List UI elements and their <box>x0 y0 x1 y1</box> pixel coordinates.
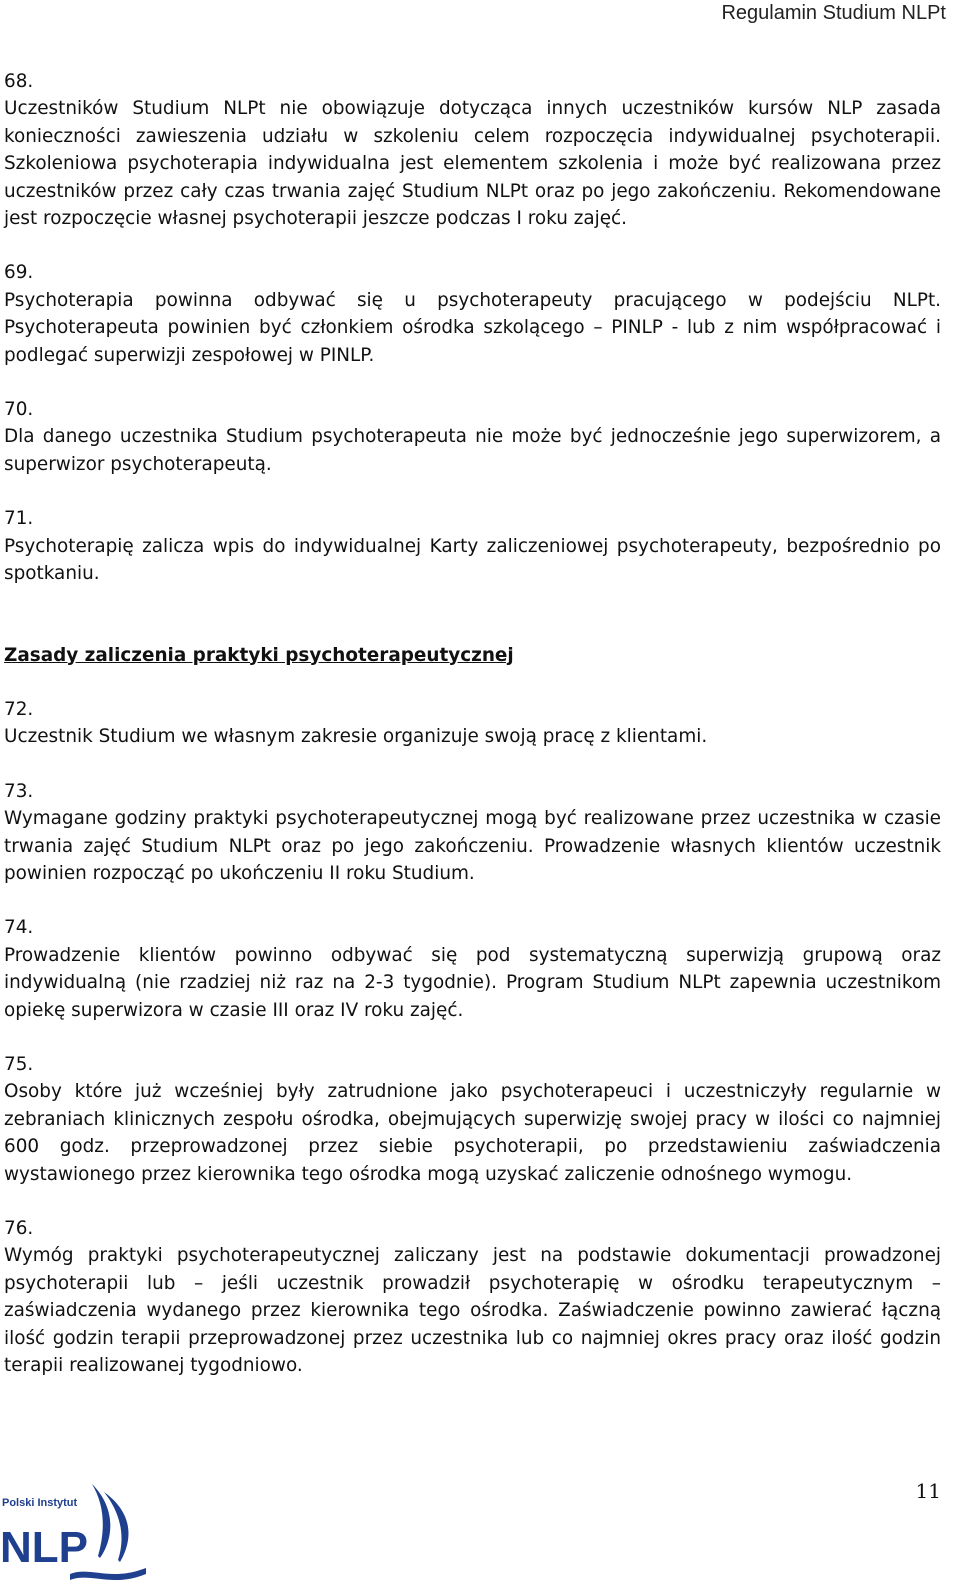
spacer <box>4 887 941 914</box>
regulation-paragraph <box>4 259 941 369</box>
regulation-paragraph <box>4 1215 941 1379</box>
section-group-a <box>4 68 941 588</box>
section-group-b <box>4 696 941 1380</box>
regulation-paragraph <box>4 396 941 478</box>
page-number: 11 <box>915 1479 941 1503</box>
running-header-title: Regulamin Studium NLPt <box>721 2 946 24</box>
document-body <box>4 68 941 1379</box>
spacer <box>4 669 941 696</box>
paragraph-number: 68. <box>4 71 34 92</box>
spacer <box>4 232 941 259</box>
paragraph-number: 69. <box>4 262 34 284</box>
regulation-paragraph <box>4 1051 941 1188</box>
paragraph-number: 76. <box>4 1218 34 1239</box>
logo-text-main: NLP <box>0 1523 88 1572</box>
paragraph-text: Wymóg praktyki psychoterapeutycznej zaliczany jest na podstawie dokumentacji prowadzonej psychoterapii lub – jeśli uczestnik prowadził psychoterapię w ośrodku terapeutycznym – zaświadczenia wydanego przez kierownika tego ośrodka. Zaświadczenie powinno zawierać łączną ilość godzin terapii przeprowadzonej przez uczestnika lub co najmniej okres pracy oraz ilość godzin terapii realizowanej tygodniowo. <box>4 1245 941 1377</box>
paragraph-text: Dla danego uczestnika Studium psychoterapeuta nie może być jednocześnie jego superwizorem, a superwizor psychoterapeutą. <box>4 426 941 475</box>
paragraph-number: 72. <box>4 698 34 720</box>
paragraph-text: Uczestnik Studium we własnym zakresie organizuje swoją pracę z klientami. <box>4 726 708 748</box>
paragraph-text: Uczestników Studium NLPt nie obowiązuje dotycząca innych uczestników kursów NLP zasada konieczności zawieszenia udziału w szkoleniu celem rozpoczęcia indywidualnej psychoterapii. Szkoleniowa psychoterapia indywidualna jest elementem szkolenia i może być realizowana przez uczestników przez cały czas trwania zajęć Studium NLPt oraz po jego zakończeniu. Rekomendowane jest rozpoczęcie własnej psychoterapii jeszcze podczas I roku zajęć. <box>4 98 941 230</box>
spacer <box>4 1188 941 1215</box>
paragraph-number: 75. <box>4 1053 34 1075</box>
spacer <box>4 1024 941 1051</box>
spacer <box>4 751 941 778</box>
section-heading: Zasady zaliczenia praktyki psychoterapeutycznej <box>4 644 514 666</box>
regulation-paragraph <box>4 778 941 888</box>
regulation-paragraph <box>4 68 941 232</box>
paragraph-text: Prowadzenie klientów powinno odbywać się pod systematyczną superwizją grupową oraz indywidualną (nie rzadziej niż raz na 2-3 tygodnie). Program Studium NLPt zapewnia uczestnikom opiekę superwizora w czasie III oraz IV roku zajęć. <box>4 944 941 1021</box>
spacer <box>4 369 941 396</box>
spacer <box>4 588 941 615</box>
paragraph-number: 71. <box>4 508 34 530</box>
regulation-paragraph <box>4 505 941 587</box>
paragraph-number: 70. <box>4 399 34 421</box>
paragraph-text: Osoby które już wcześniej były zatrudnione jako psychoterapeuci i uczestniczyły regularnie w zebraniach klinicznych zespołu ośrodka, obejmujących superwizję swojej pracy w ilości co najmniej 600 godz. przeprowadzonej przez siebie psychoterapii, po przedstawieniu zaświadczenia wystawionego przez kierownika tego ośrodka mogą uzyskać zaliczenie odnośnego wymogu. <box>4 1081 941 1185</box>
spacer <box>4 615 941 642</box>
regulation-paragraph <box>4 696 941 751</box>
regulation-paragraph <box>4 914 941 1024</box>
paragraph-number: 73. <box>4 780 34 802</box>
paragraph-number: 74. <box>4 917 34 939</box>
paragraph-text: Psychoterapię zalicza wpis do indywidualnej Karty zaliczeniowej psychoterapeuty, bezpośrednio po spotkaniu. <box>4 535 941 585</box>
paragraph-text: Psychoterapia powinna odbywać się u psychoterapeuty pracującego w podejściu NLPt. Psychoterapeuta powinien być członkiem ośrodka szkolącego – PINLP - lub z nim współpracować i podlegać superwizji zespołowej w PINLP. <box>4 289 941 366</box>
spacer <box>4 478 941 505</box>
pinlp-logo <box>0 1478 150 1588</box>
paragraph-text: Wymagane godziny praktyki psychoterapeutycznej mogą być realizowane przez uczestnika w czasie trwania zajęć Studium NLPt oraz po jego zakończeniu. Prowadzenie własnych klientów uczestnik powinien rozpocząć po ukończeniu II roku Studium. <box>4 808 941 884</box>
logo-text-top: Polski Instytut <box>2 1497 78 1509</box>
